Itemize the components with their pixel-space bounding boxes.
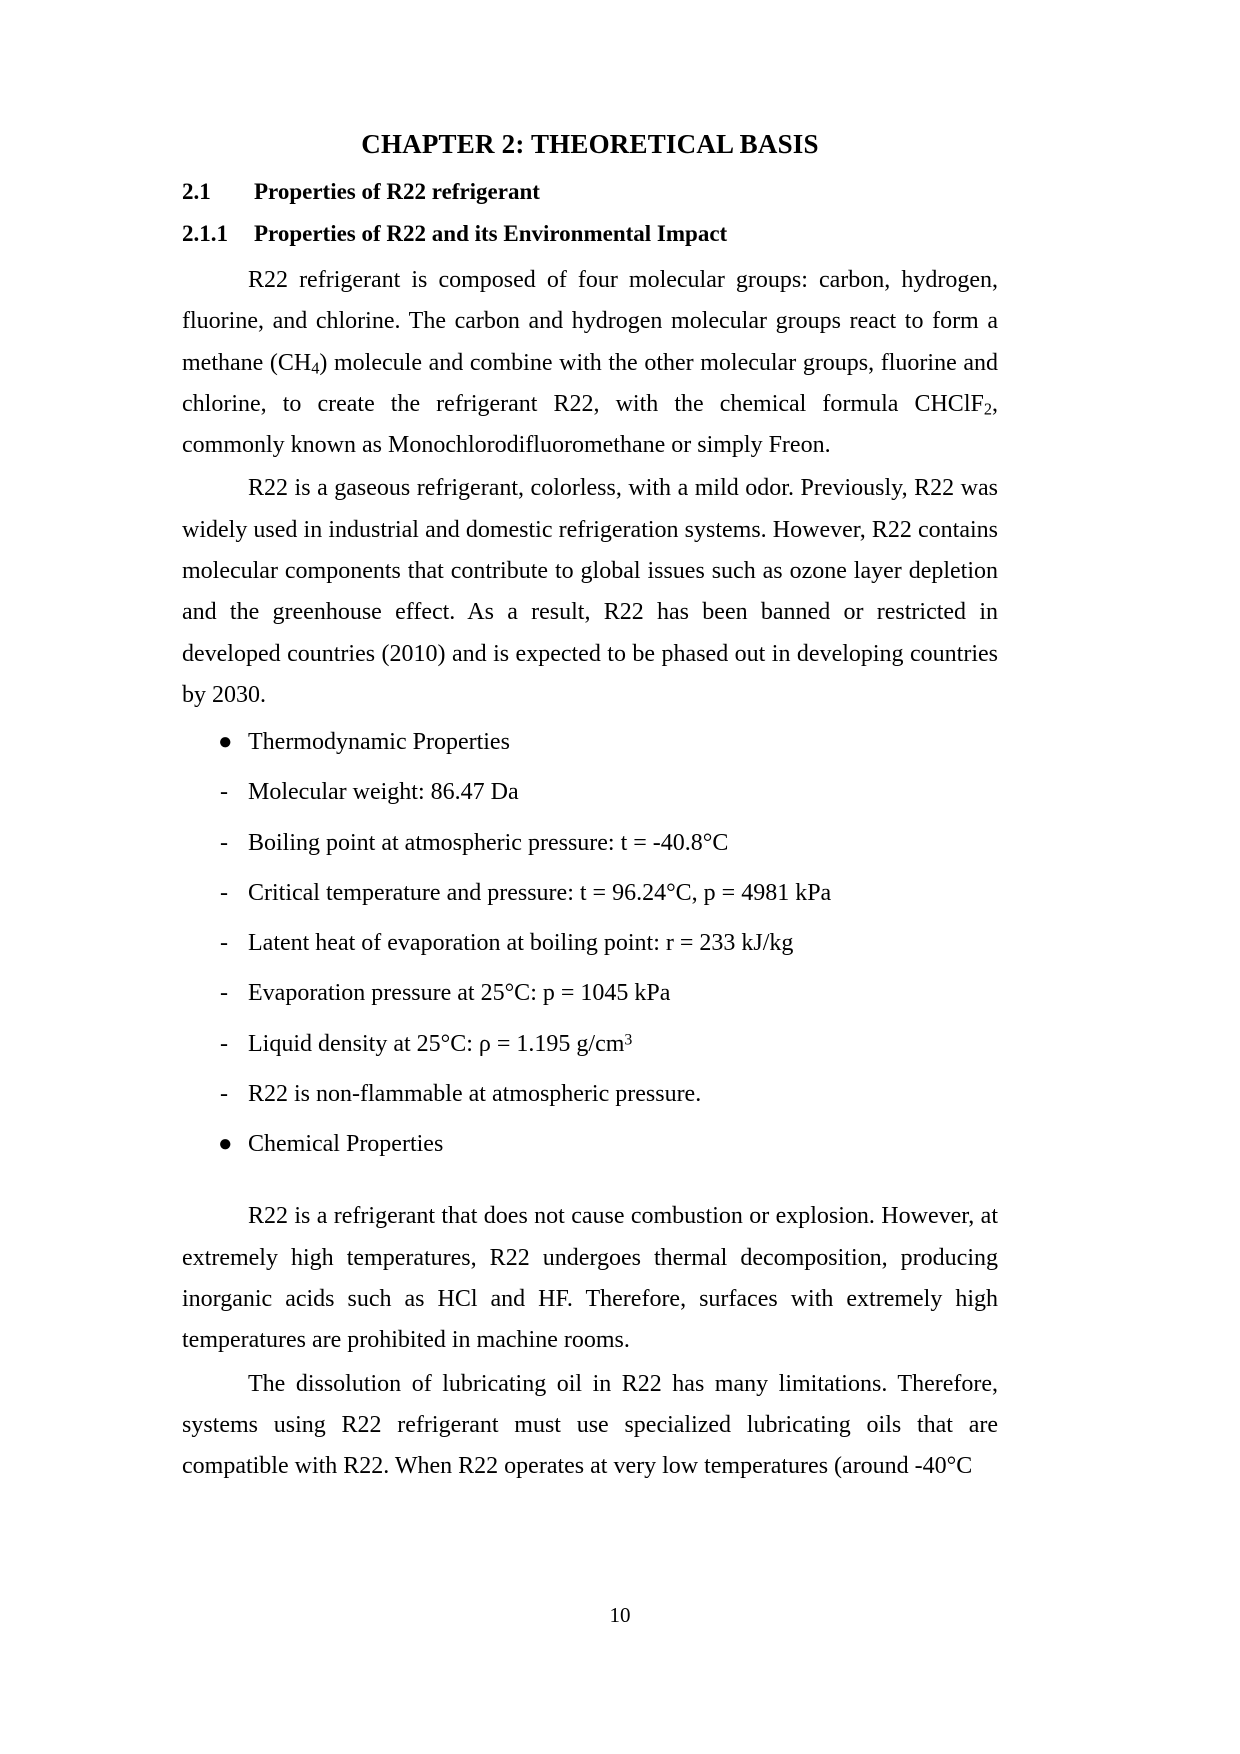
section-number-2-1-1: 2.1.1 — [182, 220, 228, 246]
section-heading-2-1-1 — [182, 218, 998, 250]
paragraph-composition-part1: R22 refrigerant is composed of four molecular groups: carbon, hydrogen, fluorine, and chlorine. The carbon and hydrogen molecular groups react to form a methane (CH — [182, 267, 998, 376]
page-number: 10 — [609, 1603, 631, 1627]
paragraph-composition-part2: ) molecule and combine with the other molecular groups, fluorine and chlorine, to create the refrigerant R22, with the chemical formula CHClF — [182, 349, 998, 417]
list-item — [182, 1024, 998, 1065]
list-item-label: Evaporation pressure at 25°C: p = 1045 kPa — [248, 980, 671, 1007]
list-item — [182, 923, 998, 964]
list-item — [182, 823, 998, 864]
dash-icon: - — [220, 829, 228, 856]
section-number-2-1: 2.1 — [182, 178, 211, 204]
list-item-label: Molecular weight: 86.47 Da — [248, 779, 519, 806]
list-item-label: Chemical Properties — [248, 1131, 444, 1158]
dash-icon: - — [220, 1030, 228, 1057]
paragraph-composition — [182, 260, 998, 466]
section-title-2-1-1: Properties of R22 and its Environmental Impact — [254, 220, 728, 246]
dash-icon: - — [220, 980, 228, 1007]
list-item-chemical-heading — [182, 1124, 998, 1165]
properties-list — [182, 722, 998, 1165]
spacer — [182, 1174, 998, 1196]
dash-icon: - — [220, 879, 228, 906]
chclf2-subscript: 2 — [983, 399, 992, 419]
chapter-title: CHAPTER 2: THEORETICAL BASIS — [361, 129, 819, 159]
paragraph-lubricating-oil — [182, 1364, 998, 1488]
cubic-superscript: 3 — [624, 1031, 633, 1048]
degree-celsius-text: °C — [946, 1453, 973, 1480]
methane-subscript: 4 — [311, 358, 320, 378]
list-item-label: Critical temperature and pressure: t = 96.24°C, p = 4981 kPa — [248, 879, 832, 906]
bullet-icon: ● — [218, 729, 233, 756]
list-item — [182, 873, 998, 914]
list-item-label: Latent heat of evaporation at boiling point: r = 233 kJ/kg — [248, 930, 794, 957]
list-item-label — [248, 1024, 998, 1065]
paragraph-lubricating-oil-part1: The dissolution of lubricating oil in R22 has many limitations. Therefore, systems using R22 refrigerant must use specialized lubricating oils that are compatible with R22. When R22 operates at very low temperatures (around -40 — [182, 1370, 998, 1480]
list-item — [182, 973, 998, 1014]
section-title-2-1: Properties of R22 refrigerant — [254, 178, 540, 204]
list-item-thermodynamic-heading — [182, 722, 998, 763]
liquid-density-text: Liquid density at 25°C: ρ = 1.195 g/cm — [248, 1030, 625, 1057]
list-item-label: Boiling point at atmospheric pressure: t = -40.8°C — [248, 829, 729, 856]
paragraph-chemical-properties: R22 is a refrigerant that does not cause combustion or explosion. However, at extremely high temperatures, R22 undergoes thermal decomposition, producing inorganic acids such as HCl and HF. Therefore, surfaces with extremely high temperatures are prohibited in machine rooms. — [182, 1203, 998, 1354]
dash-icon: - — [220, 1080, 228, 1107]
section-heading-2-1 — [182, 176, 998, 208]
list-item — [182, 1074, 998, 1115]
list-item-label: Thermodynamic Properties — [248, 729, 510, 756]
dash-icon: - — [220, 930, 228, 957]
list-item — [182, 772, 998, 813]
bullet-icon: ● — [218, 1131, 233, 1158]
paragraph-environmental-impact: R22 is a gaseous refrigerant, colorless, with a mild odor. Previously, R22 was widely used in industrial and domestic refrigeration systems. However, R22 contains molecular components that contribute to global issues such as ozone layer depletion and the greenhouse effect. As a result, R22 has been banned or restricted in developed countries (2010) and is expected to be phased out in developing countries by 2030. — [182, 475, 998, 708]
dash-icon: - — [220, 779, 228, 806]
paragraph-composition-part3: , commonly known as Monochlorodifluoromethane or simply Freon. — [182, 390, 998, 459]
list-item-label: R22 is non-flammable at atmospheric pressure. — [248, 1080, 702, 1107]
